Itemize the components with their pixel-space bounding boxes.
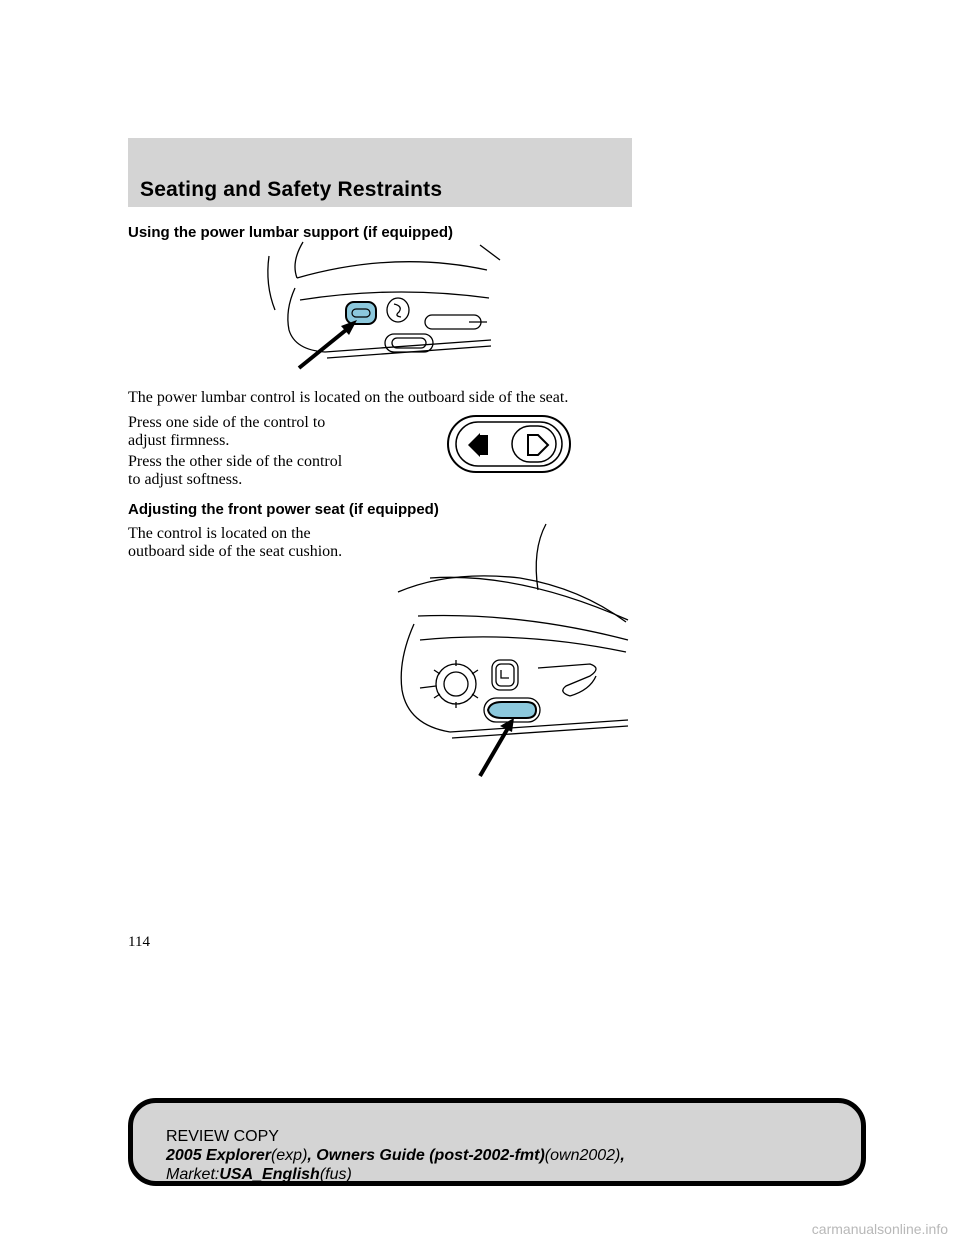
firmness-line-2: adjust firmness. [128, 432, 230, 449]
footer-guide-code: (own2002) [544, 1147, 621, 1164]
footer-review-copy: REVIEW COPY [166, 1128, 279, 1145]
footer-line-3 [166, 1166, 352, 1184]
footer-market-code: (fus) [319, 1166, 352, 1183]
footer-model-code: (exp) [270, 1147, 308, 1164]
section-title: Seating and Safety Restraints [140, 178, 443, 201]
softness-line-2: to adjust softness. [128, 471, 243, 488]
lumbar-control-illustration [255, 240, 515, 380]
footer-sep-1: , [307, 1147, 317, 1164]
power-seat-switch-highlight [488, 702, 536, 718]
power-seat-line-1: The control is located on the [128, 525, 311, 542]
power-seat-control-illustration [390, 520, 635, 782]
lumbar-location-text: The power lumbar control is located on the outboard side of the seat. [128, 389, 569, 406]
firmness-line-1: Press one side of the control to [128, 414, 326, 431]
softness-instruction [128, 453, 342, 489]
softness-line-1: Press the other side of the control [128, 453, 343, 470]
firmness-instruction [128, 414, 325, 450]
page-number: 114 [128, 934, 150, 950]
footer-market: USA_English [219, 1166, 320, 1183]
lumbar-switch-highlight [346, 302, 376, 324]
footer-guide: Owners Guide (post-2002-fmt) [316, 1147, 545, 1164]
power-seat-line-2: outboard side of the seat cushion. [128, 543, 343, 560]
softness-arrow-icon [528, 435, 548, 455]
lumbar-heading: Using the power lumbar support (if equipped) [128, 224, 453, 241]
footer-market-label: Market: [166, 1166, 220, 1183]
footer-sep-2: , [620, 1147, 625, 1164]
footer-model: 2005 Explorer [166, 1147, 271, 1164]
footer-line-2 [166, 1147, 625, 1165]
watermark: carmanualsonline.info [811, 1221, 948, 1237]
lumbar-switch-closeup [446, 414, 572, 474]
power-seat-location [128, 525, 342, 561]
power-seat-heading: Adjusting the front power seat (if equipped) [128, 501, 439, 518]
